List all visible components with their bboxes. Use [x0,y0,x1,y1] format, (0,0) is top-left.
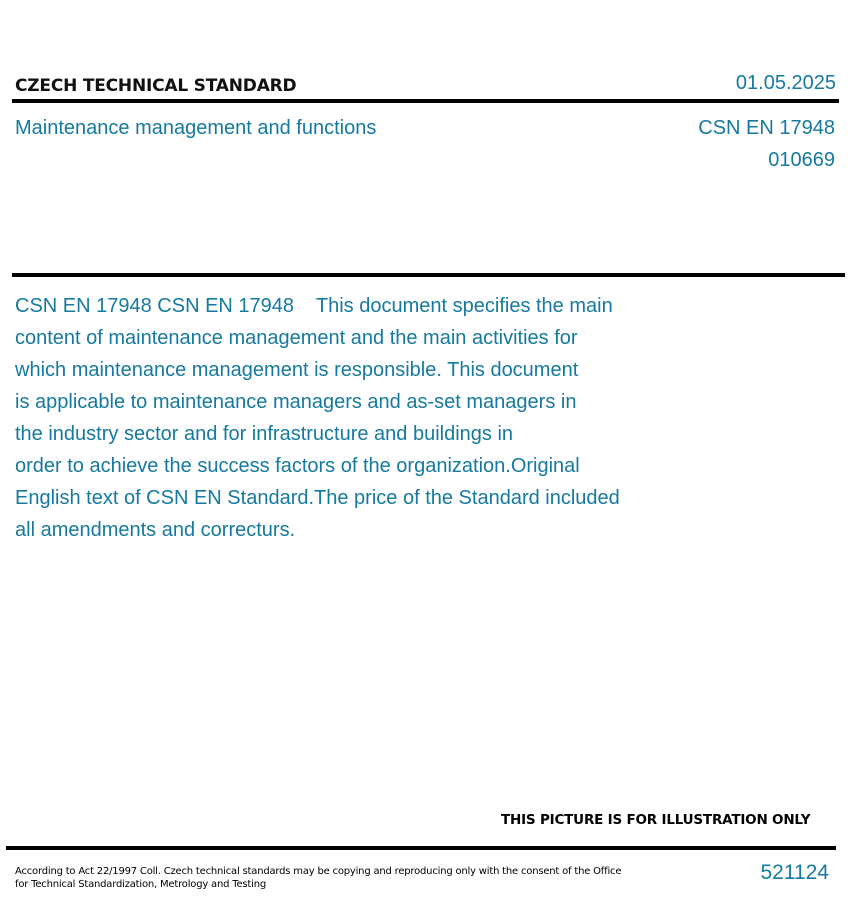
catalog-number: 010669 [768,149,835,171]
document-type-heading: CZECH TECHNICAL STANDARD [15,76,297,96]
description-line: English text of CSN EN Standard.The price of the Standard included [15,487,620,509]
description-line: CSN EN 17948 CSN EN 17948 This document specifies the main [15,295,613,317]
legal-notice [15,865,621,891]
legal-notice-line: for Technical Standardization, Metrology and Testing [15,879,266,890]
document-number: 521124 [760,861,829,884]
description-line: content of maintenance management and the main activities for [15,327,578,349]
description-line: order to achieve the success factors of the organization.Original [15,455,580,477]
description-line: is applicable to maintenance managers and as-set managers in [15,391,577,413]
standard-code: CSN EN 17948 [698,117,835,139]
publication-date: 01.05.2025 [735,72,836,94]
legal-notice-line: According to Act 22/1997 Coll. Czech technical standards may be copying and reproducing only with the consent of the Office [15,866,622,877]
standard-description [15,290,675,546]
description-line: the industry sector and for infrastructure and buildings in [15,423,514,445]
illustration-notice: THIS PICTURE IS FOR ILLUSTRATION ONLY [501,812,811,828]
footer-divider [6,846,836,850]
description-line: all amendments and correcturs. [15,519,296,541]
standard-subject: Maintenance management and functions [15,117,377,139]
description-line: which maintenance management is responsible. This document [15,359,579,381]
section-divider [12,273,845,277]
header-divider [12,99,839,103]
